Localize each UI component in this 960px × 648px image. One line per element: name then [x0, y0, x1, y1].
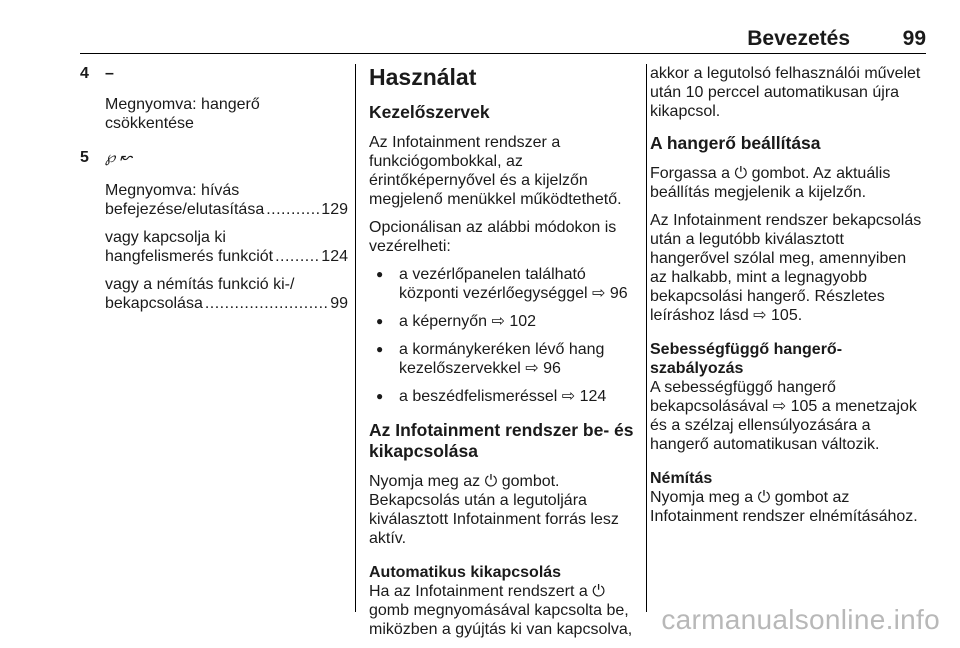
paragraph: Nyomja meg a ⏻ gombot az Infotainment rendszer elnémításához.: [650, 489, 918, 525]
legend-item-5: [80, 148, 348, 313]
header-rule: [80, 53, 926, 54]
column-divider-1: [355, 64, 356, 612]
legend-item-4: [80, 64, 348, 133]
bullet-item: ● a képernyőn ⇨ 102: [369, 312, 637, 331]
minor-heading: Automatikus kikapcsolás: [369, 564, 562, 581]
legend-text: vagy kapcsolja ki: [105, 229, 226, 246]
paragraph: Nyomja meg az ⏻ gombot. Bekapcsolás után a legutoljára kiválasztott Infotainment forrás lesz aktív.: [369, 473, 619, 547]
bullet-item: ● a beszédfelismeréssel ⇨ 124: [369, 387, 637, 406]
legend-number: 4: [80, 65, 89, 82]
paragraph: akkor a legutolsó felhasználói művelet után 10 perccel automatikusan újra kikapcsol.: [650, 65, 921, 120]
column-2: [369, 64, 637, 648]
paragraph: Az Infotainment rendszer bekapcsolás után a legutóbb kiválasztott hangerővel szólal meg, amennyiben az halkabb, mint a legnagyobb bekapcsolási hangerő. Részletes leíráshoz lásd ⇨ 105.: [650, 212, 922, 324]
bullet-item: ● a kormánykeréken lévő hang kezelőszervekkel ⇨ 96: [369, 340, 637, 378]
legend-text: vagy a némítás funkció ki-/: [105, 276, 295, 293]
subsection-heading: Kezelőszervek: [369, 102, 490, 122]
watermark: carmanualsonline.info: [661, 604, 940, 635]
paragraph: Az Infotainment rendszer a funkciógombokkal, az érintőképernyővel és a kijelzőn megjelenő menükkel működtethető.: [369, 134, 622, 208]
page-number: 99: [902, 27, 926, 50]
subsection-heading: Az Infotainment rendszer be- és kikapcsolása: [369, 420, 634, 461]
paragraph: A sebességfüggő hangerő bekapcsolásával ⇨ 105 a menetzajok és a szélzaj ellensúlyozására a hangerő automatikusan változik.: [650, 379, 917, 453]
legend-dash: –: [105, 65, 114, 82]
paragraph: Ha az Infotainment rendszert a ⏻ gomb megnyomásával kapcsolta be, miközben a gyújtás ki van kapcsolva,: [369, 583, 633, 638]
minor-heading: Sebességfüggő hangerő-szabályozás: [650, 341, 843, 377]
legend-number: 5: [80, 149, 89, 166]
bullet-item: ● a vezérlőpanelen található központi vezérlőegységgel ⇨ 96: [369, 265, 637, 303]
phone-end-icon: ℘ ↜: [105, 149, 133, 166]
legend-description: Megnyomva: hívás: [105, 182, 240, 199]
paragraph: Opcionálisan az alábbi módokon is vezérelheti:: [369, 219, 617, 255]
minor-heading: Némítás: [650, 470, 713, 487]
paragraph: Forgassa a ⏻ gombot. Az aktuális beállítás megjelenik a kijelzőn.: [650, 165, 891, 201]
subsection-heading: A hangerő beállítása: [650, 133, 821, 153]
chapter-title: Bevezetés: [747, 27, 850, 50]
page-header: [0, 0, 960, 56]
column-3: [650, 64, 925, 535]
legend-description: Megnyomva: hangerő csökkentése: [105, 96, 260, 132]
column-1: [80, 64, 348, 322]
page-reference: befejezése/elutasítása ..... 129: [105, 200, 348, 219]
page-reference: hangfelismerés funkciót ..... 124: [105, 247, 348, 266]
page-reference: bekapcsolása ..... 99: [105, 294, 348, 313]
column-divider-2: [646, 64, 647, 612]
section-heading: Használat: [369, 64, 477, 90]
